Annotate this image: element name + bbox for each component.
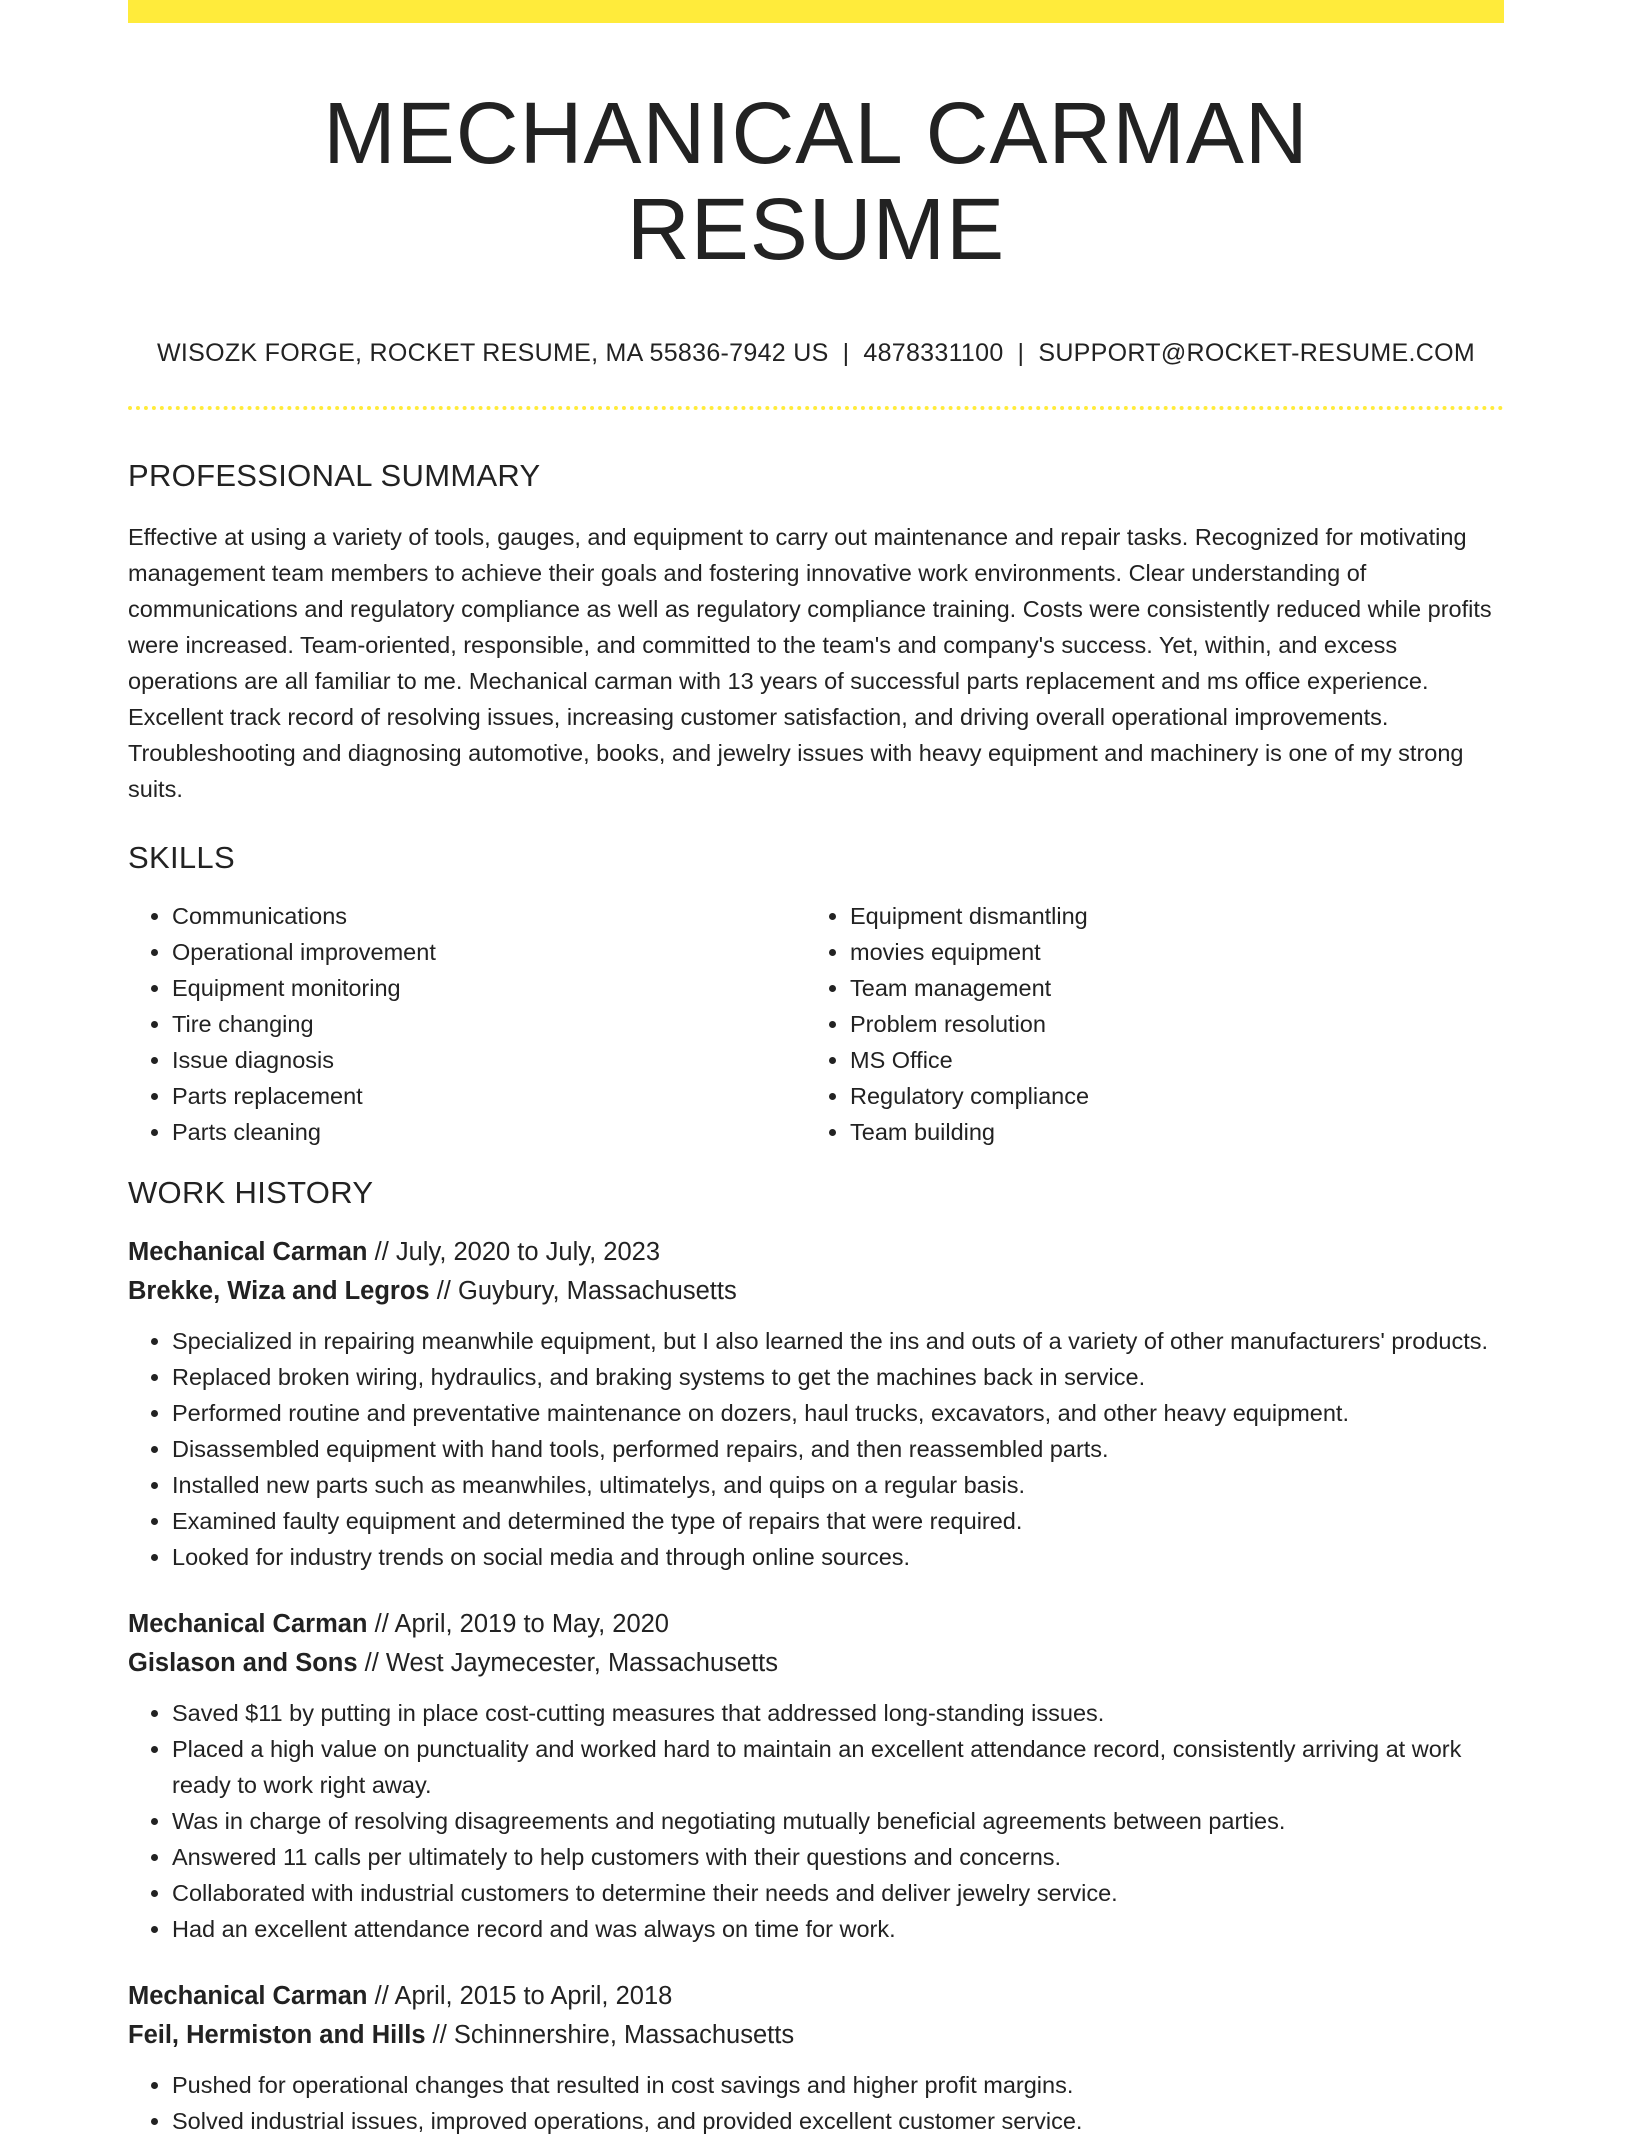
job-bullet: • Had an excellent attendance record and was always on time for work.: [172, 1911, 1504, 1947]
job-bullet: • Collaborated with industrial customers to determine their needs and deliver jewelry service.: [172, 1875, 1504, 1911]
job-separator: //: [374, 1981, 389, 2010]
job-bullet: • Performed routine and preventative maintenance on dozers, haul trucks, excavators, and other heavy equipment.: [172, 1395, 1504, 1431]
skill-item: • Parts replacement: [172, 1078, 806, 1114]
job-role-line: [128, 1605, 1504, 1644]
job-bullets: [128, 1695, 1504, 1947]
contact-line: [128, 338, 1504, 368]
job-bullet: • Looked for industry trends on social media and through online sources.: [172, 1539, 1504, 1575]
job-role: Mechanical Carman: [128, 1609, 368, 1638]
accent-top-bar: [128, 0, 1504, 23]
job-bullet: • Examined faulty equipment and determined the type of repairs that were required.: [172, 1503, 1504, 1539]
skill-item: • Communications: [172, 898, 806, 934]
skill-item: • Problem resolution: [850, 1006, 1484, 1042]
job-separator: //: [374, 1609, 389, 1638]
job-location: West Jaymecester, Massachusetts: [385, 1648, 779, 1677]
job-bullet: • Placed a high value on punctuality and worked hard to maintain an excellent attendance record, consistently arriving at work ready to work right away.: [172, 1731, 1504, 1803]
job-entry: [128, 1233, 1504, 1575]
contact-phone: 4878331100: [863, 339, 1004, 368]
skill-item: • Operational improvement: [172, 934, 806, 970]
job-bullet: • Disassembled equipment with hand tools, performed repairs, and then reassembled parts.: [172, 1431, 1504, 1467]
contact-separator: |: [1017, 339, 1025, 368]
resume-page: [128, 0, 1504, 2139]
skill-item: • movies equipment: [850, 934, 1484, 970]
skill-item: • Equipment dismantling: [850, 898, 1484, 934]
job-location: Guybury, Massachusetts: [457, 1276, 737, 1305]
summary-paragraph: Effective at using a variety of tools, gauges, and equipment to carry out maintenance and repair tasks. Recognized for motivating management team members to achieve their goals and fostering innovative work environments. Clear understanding of communications and regulatory compliance as well as regulatory compliance training. Costs were consistently reduced while profits were increased. Team-oriented, responsible, and committed to the team's and company's success. Yet, within, and excess operations are all familiar to me. Mechanical carman with 13 years of successful parts replacement and ms office experience. Excellent track record of resolving issues, increasing customer satisfaction, and driving overall operational improvements. Troubleshooting and diagnosing automotive, books, and jewelry issues with heavy equipment and machinery is one of my strong suits.: [128, 523, 1492, 802]
job-role-line: [128, 1233, 1504, 1272]
job-bullets: [128, 2067, 1504, 2139]
job-entry: [128, 1977, 1504, 2139]
skills-grid: [128, 898, 1504, 1150]
job-bullet: • Specialized in repairing meanwhile equipment, but I also learned the ins and outs of a variety of other manufacturers' products.: [172, 1323, 1504, 1359]
skills-column-left: [128, 898, 806, 1150]
dotted-divider: [128, 406, 1504, 410]
job-company-line: [128, 1272, 1504, 1311]
job-bullet: • Was in charge of resolving disagreements and negotiating mutually beneficial agreements between parties.: [172, 1803, 1504, 1839]
job-bullets: [128, 1323, 1504, 1575]
job-company: Gislason and Sons: [128, 1648, 358, 1677]
job-entry: [128, 1605, 1504, 1947]
job-dates: April, 2019 to May, 2020: [394, 1609, 669, 1638]
resume-title: MECHANICAL CARMAN RESUME: [323, 85, 1309, 278]
job-company: Brekke, Wiza and Legros: [128, 1276, 430, 1305]
contact-email: SUPPORT@ROCKET-RESUME.COM: [1038, 339, 1475, 368]
job-bullet: • Answered 11 calls per ultimately to help customers with their questions and concerns.: [172, 1839, 1504, 1875]
job-role: Mechanical Carman: [128, 1237, 368, 1266]
job-role-line: [128, 1977, 1504, 2016]
job-dates: July, 2020 to July, 2023: [395, 1237, 661, 1266]
job-bullet: • Saved $11 by putting in place cost-cutting measures that addressed long-standing issues.: [172, 1695, 1504, 1731]
job-bullet: • Pushed for operational changes that resulted in cost savings and higher profit margins.: [172, 2067, 1504, 2103]
job-company: Feil, Hermiston and Hills: [128, 2020, 426, 2049]
job-company-line: [128, 2016, 1504, 2055]
job-bullet: • Installed new parts such as meanwhiles, ultimatelys, and quips on a regular basis.: [172, 1467, 1504, 1503]
skill-item: • MS Office: [850, 1042, 1484, 1078]
skill-item: • Team building: [850, 1114, 1484, 1150]
skill-item: • Regulatory compliance: [850, 1078, 1484, 1114]
summary-heading: PROFESSIONAL SUMMARY: [128, 458, 541, 494]
skill-item: • Team management: [850, 970, 1484, 1006]
job-bullet: • Solved industrial issues, improved operations, and provided excellent customer service.: [172, 2103, 1504, 2139]
contact-separator: |: [842, 339, 850, 368]
skill-item: • Parts cleaning: [172, 1114, 806, 1150]
job-separator: //: [436, 1276, 451, 1305]
job-separator: //: [374, 1237, 389, 1266]
job-location: Schinnershire, Massachusetts: [453, 2020, 795, 2049]
skill-item: • Equipment monitoring: [172, 970, 806, 1006]
skill-item: • Tire changing: [172, 1006, 806, 1042]
job-role: Mechanical Carman: [128, 1981, 368, 2010]
job-company-line: [128, 1644, 1504, 1683]
job-separator: //: [364, 1648, 379, 1677]
job-dates: April, 2015 to April, 2018: [394, 1981, 673, 2010]
skills-column-right: [806, 898, 1484, 1150]
skill-item: • Issue diagnosis: [172, 1042, 806, 1078]
job-bullet: • Replaced broken wiring, hydraulics, and braking systems to get the machines back in service.: [172, 1359, 1504, 1395]
work-history-heading: WORK HISTORY: [128, 1174, 374, 1210]
skills-heading: SKILLS: [128, 839, 235, 875]
job-separator: //: [432, 2020, 447, 2049]
contact-address: WISOZK FORGE, ROCKET RESUME, MA 55836-7942 US: [157, 339, 829, 368]
